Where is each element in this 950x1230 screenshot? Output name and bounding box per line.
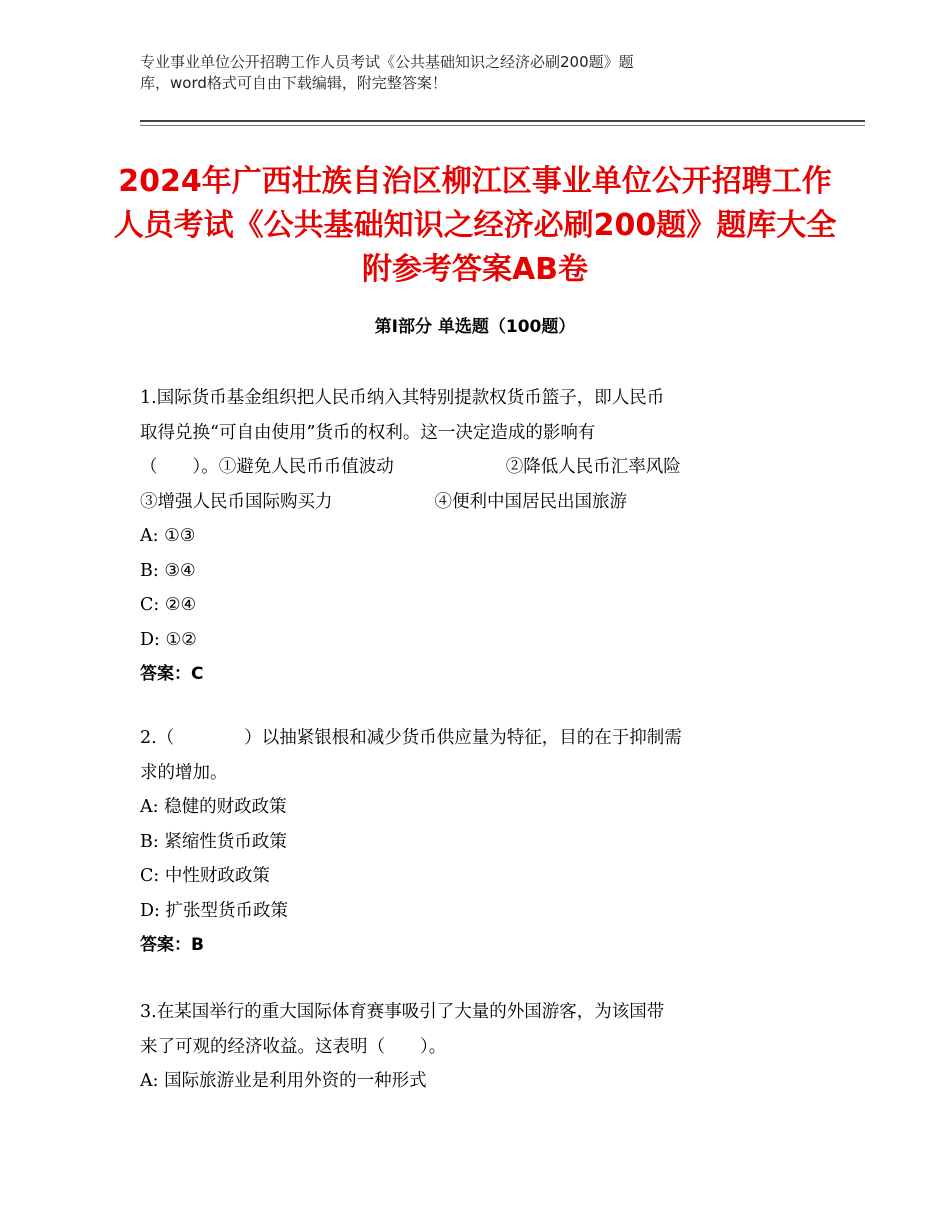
question-1-item-2: ②降低人民币汇率风险 [505, 457, 681, 477]
question-2-option-c: C: 中性财政政策 [140, 866, 270, 886]
question-2 [140, 721, 810, 963]
question-1-item-4: ④便利中国居民出国旅游 [434, 491, 627, 512]
question-1-stem-line [140, 450, 810, 485]
question-2-stem-line: 2.（ ）以抽紧银根和减少货币供应量为特征，目的在于抑制需 [140, 728, 682, 748]
question-1-item-1: （ ）。①避免人民币币值波动 [140, 457, 394, 477]
question-2-answer: 答案：B [140, 935, 204, 955]
question-1-item-3: ③增强人民币国际购买力 [140, 491, 333, 512]
question-2-option-b: B: 紧缩性货币政策 [140, 831, 287, 852]
question-2-option-a: A: 稳健的财政政策 [140, 797, 287, 817]
question-3-stem-line: 3.在某国举行的重大国际体育赛事吸引了大量的外国游客，为该国带 [140, 1002, 665, 1022]
header-line-2: 库，word格式可自由下载编辑，附完整答案！ [140, 74, 447, 92]
question-1-option-c: C: ②④ [140, 595, 197, 615]
question-3 [140, 995, 810, 1099]
question-2-option-d: D: 扩张型货币政策 [140, 900, 288, 921]
question-1-stem-line [140, 485, 810, 520]
document-title: 2024年广西壮族自治区柳江区事业单位公开招聘工作人员考试《公共基础知识之经济必刷200题》题库大全附参考答案AB卷 [113, 164, 837, 287]
question-1-stem-line: 取得兑换“可自由使用”货币的权利。这一决定造成的影响有 [140, 422, 596, 443]
question-2-stem-line: 求的增加。 [140, 762, 228, 783]
section-heading: 第Ⅰ部分 单选题（100题） [374, 317, 576, 337]
header-divider-thick [140, 120, 865, 122]
question-1-option-a: A: ①③ [140, 526, 196, 546]
header-divider-thin [140, 125, 865, 126]
header-line-1: 专业事业单位公开招聘工作人员考试《公共基础知识之经济必刷200题》题 [140, 53, 634, 71]
question-1-stem-line: 1.国际货币基金组织把人民币纳入其特别提款权货币篮子，即人民币 [140, 388, 665, 408]
question-1-option-d: D: ①② [140, 629, 197, 650]
question-3-option-a: A: 国际旅游业是利用外资的一种形式 [140, 1071, 427, 1091]
document-header [140, 52, 820, 94]
question-1-option-b: B: ③④ [140, 560, 196, 581]
question-1 [140, 381, 810, 692]
question-3-stem-line: 来了可观的经济收益。这表明（ ）。 [140, 1036, 447, 1057]
question-1-answer: 答案：C [140, 664, 204, 684]
